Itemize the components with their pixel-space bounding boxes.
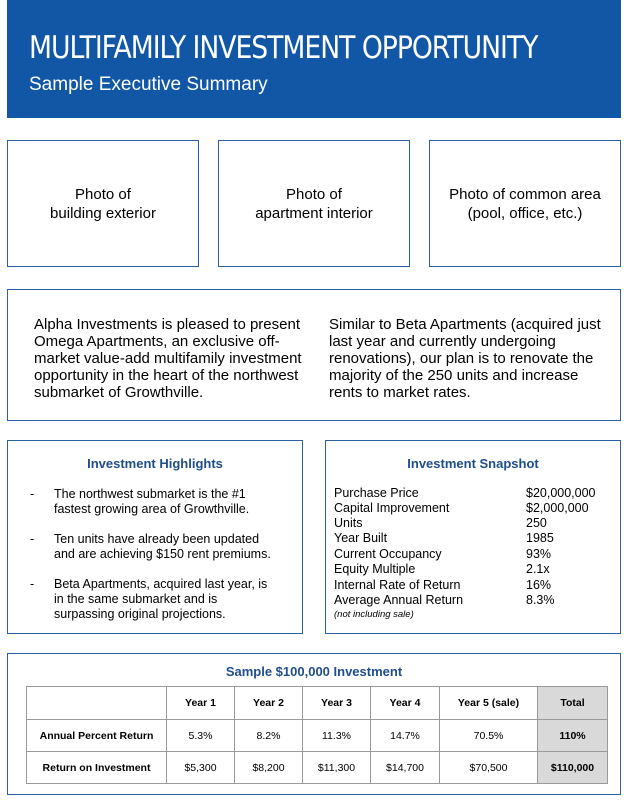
snapshot-footnote: (not including sale) — [334, 609, 414, 620]
snapshot-label: Equity Multiple — [334, 562, 416, 576]
snapshot-value: 16% — [526, 578, 552, 592]
table-cell: 70.5% — [440, 720, 538, 752]
highlight-item: - The northwest submarket is the #1 fastest growing area of Growthville. — [30, 487, 280, 517]
table-header-row — [27, 687, 608, 720]
snapshot-label: Average Annual Return — [334, 593, 464, 607]
snapshot-value: 1985 — [526, 531, 554, 545]
sample-investment-panel — [7, 653, 621, 795]
table-header-cell: Year 2 — [235, 687, 303, 720]
snapshot-value: $20,000,000 — [526, 486, 596, 500]
highlights-title: Investment Highlights — [87, 456, 223, 471]
snapshot-row — [334, 516, 604, 531]
snapshot-value: 250 — [526, 516, 547, 530]
photo-caption: Photo of apartment interior — [255, 185, 373, 222]
snapshot-row — [334, 562, 604, 577]
snapshot-label: Year Built — [334, 531, 388, 545]
highlights-list — [30, 487, 280, 637]
snapshot-value: 2.1x — [526, 562, 550, 576]
snapshot-label: Current Occupancy — [334, 547, 442, 561]
table-cell: 8.2% — [235, 720, 303, 752]
table-header-cell: Year 3 — [303, 687, 371, 720]
snapshot-row — [334, 501, 604, 516]
table-cell-total: 110% — [538, 720, 608, 752]
table-cell: 5.3% — [167, 720, 235, 752]
snapshot-value: 8.3% — [526, 593, 555, 607]
snapshot-label: Purchase Price — [334, 486, 419, 500]
highlight-item: - Beta Apartments, acquired last year, is in the same submarket and is surpassing original projections. — [30, 577, 280, 622]
snapshot-title: Investment Snapshot — [407, 456, 539, 471]
table-cell-total: $110,000 — [538, 752, 608, 784]
table-cell: $11,300 — [303, 752, 371, 784]
investment-snapshot-panel — [325, 440, 621, 634]
snapshot-label: Units — [334, 516, 363, 530]
table-header-cell — [27, 687, 167, 720]
table-header-cell: Year 1 — [167, 687, 235, 720]
investment-highlights-panel — [7, 440, 303, 634]
table-header-cell: Year 4 — [371, 687, 440, 720]
table-row-label: Annual Percent Return — [27, 720, 167, 752]
table-cell: $14,700 — [371, 752, 440, 784]
table-header-cell: Year 5 (sale) — [440, 687, 538, 720]
table-cell: $70,500 — [440, 752, 538, 784]
photo-placeholder-exterior — [7, 140, 199, 267]
snapshot-row — [334, 578, 604, 593]
header-banner — [7, 0, 621, 118]
snapshot-label: Capital Improvement — [334, 501, 450, 515]
snapshot-row — [334, 547, 604, 562]
snapshot-row — [334, 531, 604, 546]
table-row — [27, 720, 608, 752]
photo-caption: Photo of common area (pool, office, etc.) — [449, 185, 601, 222]
intro-panel — [7, 289, 621, 421]
table-cell: 14.7% — [371, 720, 440, 752]
table-row-label: Return on Investment — [27, 752, 167, 784]
investment-table-title: Sample $100,000 Investment — [225, 664, 403, 679]
page-title: MULTIFAMILY INVESTMENT OPPORTUNITY — [29, 30, 538, 66]
table-cell: $5,300 — [167, 752, 235, 784]
table-cell: $8,200 — [235, 752, 303, 784]
intro-left-text: Alpha Investments is pleased to present Omega Apartments, an exclusive off-market value-add multifamily investment opportunity in the heart of the northwest submarket of Growthville. — [34, 316, 302, 401]
snapshot-value: $2,000,000 — [526, 501, 589, 515]
snapshot-row — [334, 486, 604, 501]
photo-caption: Photo of building exterior — [50, 185, 156, 222]
table-row — [27, 752, 608, 784]
investment-table — [26, 686, 608, 784]
snapshot-value: 93% — [526, 547, 552, 561]
photo-placeholder-interior — [218, 140, 410, 267]
snapshot-label: Internal Rate of Return — [334, 578, 461, 592]
intro-right-text: Similar to Beta Apartments (acquired just last year and currently undergoing renovations), our plan is to renovate the majority of the 250 units and increase rents to market rates. — [329, 316, 601, 401]
highlight-item: - Ten units have already been updated and are achieving $150 rent premiums. — [30, 532, 280, 562]
table-header-cell: Total — [538, 687, 608, 720]
page-subtitle: Sample Executive Summary — [29, 74, 268, 95]
snapshot-row — [334, 593, 604, 608]
table-cell: 11.3% — [303, 720, 371, 752]
photo-placeholder-common-area — [429, 140, 621, 267]
